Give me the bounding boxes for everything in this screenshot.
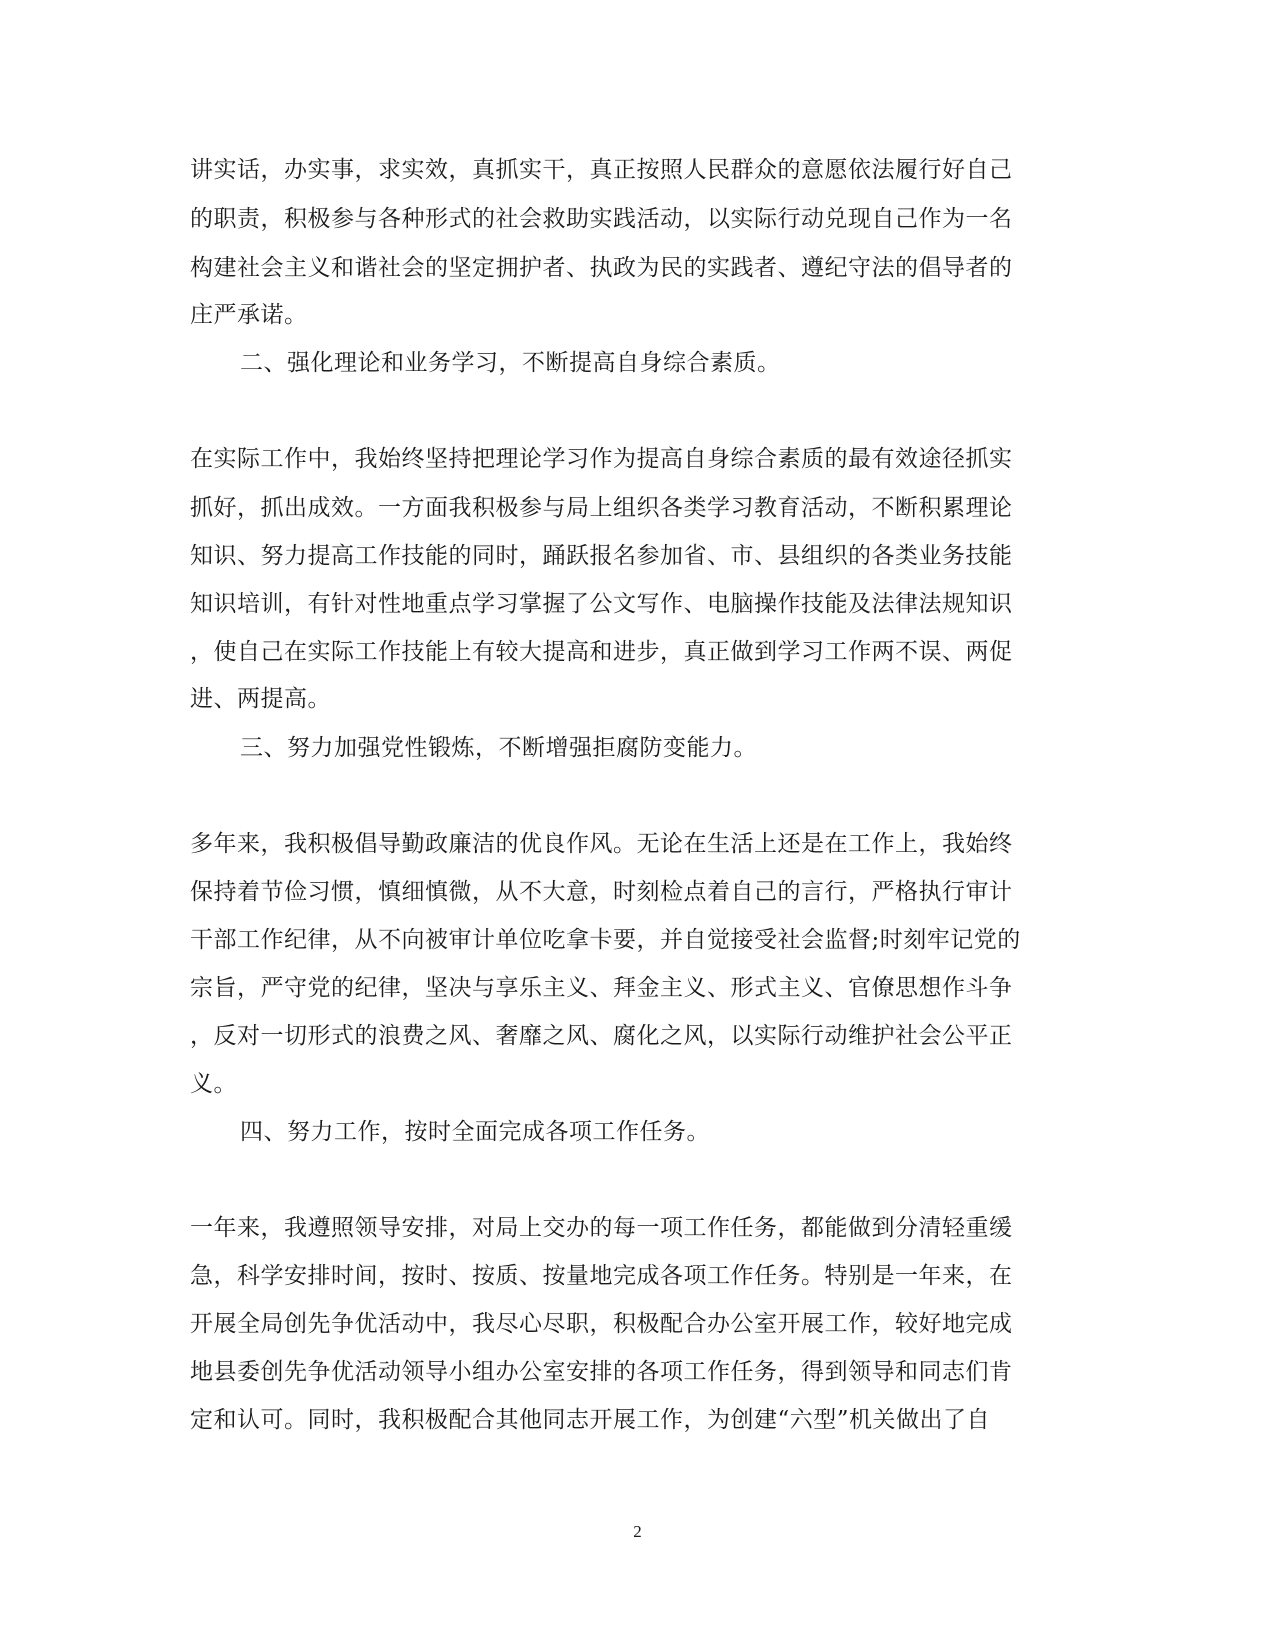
text-line: 抓好，抓出成效。一方面我积极参与局上组织各类学习教育活动，不断积累理论: [190, 495, 1013, 521]
text-line: 地县委创先争优活动领导小组办公室安排的各项工作任务，得到领导和同志们肯: [190, 1359, 1013, 1385]
text-line: 开展全局创先争优活动中，我尽心尽职，积极配合办公室开展工作，较好地完成: [190, 1311, 1013, 1337]
text-line: ，反对一切形式的浪费之风、奢靡之风、腐化之风，以实际行动维护社会公平正: [190, 1023, 1013, 1049]
text-line: 义。: [190, 1071, 237, 1097]
text-line: 构建社会主义和谐社会的坚定拥护者、执政为民的实践者、遵纪守法的倡导者的: [190, 255, 1013, 281]
text-line: 定和认可。同时，我积极配合其他同志开展工作，为创建“六型”机关做出了自: [190, 1407, 991, 1433]
text-line: 多年来，我积极倡导勤政廉洁的优良作风。无论在生活上还是在工作上，我始终: [190, 831, 1013, 857]
text-line: 讲实话，办实事，求实效，真抓实干，真正按照人民群众的意愿依法履行好自己: [190, 157, 1013, 183]
text-line: 知识培训，有针对性地重点学习掌握了公文写作、电脑操作技能及法律法规知识: [190, 591, 1013, 617]
text-line: 宗旨，严守党的纪律，坚决与享乐主义、拜金主义、形式主义、官僚思想作斗争: [190, 975, 1013, 1001]
text-line: 知识、努力提高工作技能的同时，踊跃报名参加省、市、县组织的各类业务技能: [190, 543, 1013, 569]
text-line: 保持着节俭习惯，慎细慎微，从不大意，时刻检点着自己的言行，严格执行审计: [190, 879, 1013, 905]
section-heading: 二、强化理论和业务学习，不断提高自身综合素质。: [240, 350, 781, 376]
section-heading: 三、努力加强党性锻炼，不断增强拒腐防变能力。: [240, 735, 757, 761]
text-line: 急，科学安排时间，按时、按质、按量地完成各项工作任务。特别是一年来，在: [190, 1263, 1013, 1289]
text-line: 一年来，我遵照领导安排，对局上交办的每一项工作任务，都能做到分清轻重缓: [190, 1215, 1013, 1241]
text-line: 的职责，积极参与各种形式的社会救助实践活动，以实际行动兑现自己作为一名: [190, 206, 1013, 232]
text-line: 在实际工作中，我始终坚持把理论学习作为提高自身综合素质的最有效途径抓实: [190, 446, 1013, 472]
text-line: ，使自己在实际工作技能上有较大提高和进步，真正做到学习工作两不误、两促: [190, 639, 1013, 665]
text-line: 进、两提高。: [190, 686, 331, 712]
section-heading: 四、努力工作，按时全面完成各项工作任务。: [240, 1119, 710, 1145]
page-number: 2: [633, 1522, 642, 1541]
text-line: 庄严承诺。: [190, 302, 308, 328]
text-line: 干部工作纪律，从不向被审计单位吃拿卡要，并自觉接受社会监督;时刻牢记党的: [190, 927, 1021, 953]
